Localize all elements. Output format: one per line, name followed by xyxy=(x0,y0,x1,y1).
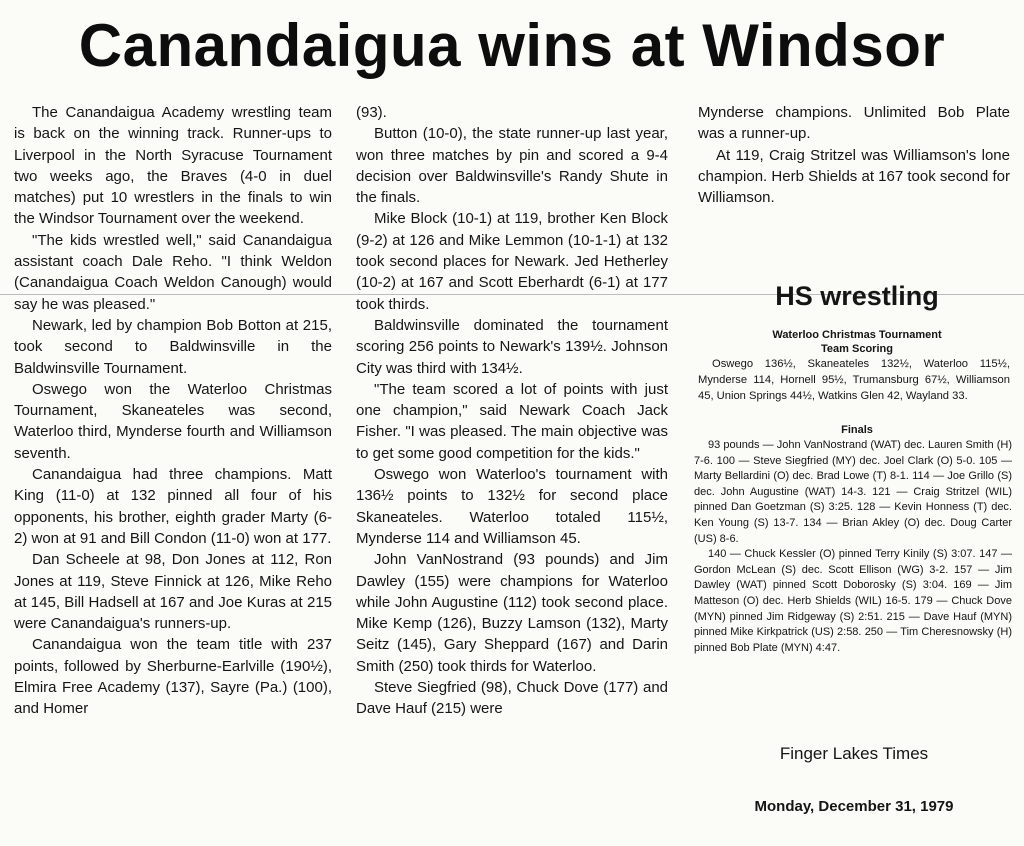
article-column-2 xyxy=(356,102,668,720)
team-scoring: Oswego 136½, Skaneateles 132½, Waterloo 115½, Mynderse 114, Hornell 95½, Trumansburg 67½, Williamson 45, Union Springs 44½, Watkins Glen 42, Wayland 33. xyxy=(698,358,1010,402)
headline: Canandaigua wins at Windsor xyxy=(78,12,946,79)
paragraph: "The kids wrestled well," said Canandaigua assistant coach Dale Reho. "I think Weldon (Canandaigua Coach Weldon Canough) would say he was pleased." xyxy=(14,231,332,313)
paragraph: Dan Scheele at 98, Don Jones at 112, Ron Jones at 119, Steve Finnick at 126, Mike Reho at 145, Bill Hadsell at 167 and Joe Kuras at 215 were Canandaigua's runners-up. xyxy=(14,551,332,633)
finals-heading: Finals xyxy=(841,424,873,436)
article-column-3 xyxy=(698,102,1010,208)
team-scoring-heading: Team Scoring xyxy=(821,343,893,355)
paragraph: Baldwinsville dominated the tournament scoring 256 points to Newark's 139½. Johnson City was third with 134½. xyxy=(356,316,668,377)
paragraph: Canandaigua won the team title with 237 points, followed by Sherburne-Earlville (190½), Elmira Free Academy (137), Sayre (Pa.) (100), and Homer xyxy=(14,636,332,718)
newspaper-name: Finger Lakes Times xyxy=(779,744,929,763)
paragraph: Mynderse champions. Unlimited Bob Plate was a runner-up. xyxy=(698,104,1010,143)
paragraph: "The team scored a lot of points with just one champion," said Newark Coach Jack Fisher. "I was pleased. The main objective was to get some good competition for the kids." xyxy=(356,380,668,462)
paragraph: Canandaigua had three champions. Matt King (11-0) at 132 pinned all four of his opponents, his brother, eighth grader Marty (6-2) won at 91 and Bill Condon (11-0) won at 177. xyxy=(14,466,332,547)
paragraph: (93). xyxy=(356,104,387,121)
finals-paragraph: 140 — Chuck Kessler (O) pinned Terry Kinily (S) 3:07. 147 — Gordon McLean (S) dec. Scott Ellison (WG) 3-2. 157 — Jim Dawley (WAT) pinned Scott Doborosky (S) 3:04. 169 — Jim Matteson (O) dec. Herb Shields (WIL) 16-5. 179 — Chuck Dove (MYN) pinned Jim Ridgeway (S) 2:51. 215 — Dave Hauf (MYN) pinned Mike Kirkpatrick (US) 2:58. 250 — Tim Cheresnowsky (H) pinned Bob Plate (MYN) 4:47. xyxy=(694,548,1012,654)
paragraph: Oswego won the Waterloo Christmas Tournament, Skaneateles was second, Waterloo third, Mynderse fourth and Williamson seventh. xyxy=(14,380,332,462)
publication-date: Monday, December 31, 1979 xyxy=(754,798,954,815)
article-column-1 xyxy=(14,102,332,720)
finals-results xyxy=(694,438,1012,656)
paragraph: Mike Block (10-1) at 119, brother Ken Block (9-2) at 126 and Mike Lemmon (10-1-1) at 132 took second places for Newark. Jed Hetherley (10-2) at 167 and Scott Eberhardt (6-1) at 177 took thirds. xyxy=(356,210,668,313)
paragraph: Button (10-0), the state runner-up last year, won three matches by pin and scored a 9-4 decision over Baldwinsville's Randy Shute in the finals. xyxy=(356,125,668,207)
paragraph: Newark, led by champion Bob Botton at 215, took second to Baldwinsville in the Baldwinsville Tournament. xyxy=(14,316,332,377)
finals-paragraph: 93 pounds — John VanNostrand (WAT) dec. Lauren Smith (H) 7-6. 100 — Steve Siegfried (MY) dec. Joel Clark (O) 5-0. 105 — Marty Bellardini (O) dec. Brad Lowe (T) 8-1. 114 — Joe Grillo (S) dec. John Augustine (WAT) 14-3. 121 — Craig Stritzel (WIL) pinned Dan Goetzman (S) 3:25. 128 — Kevin Honness (T) dec. Ken Young (S) 13-7. 134 — Brian Akley (O) dec. Doug Carter (US) 8-6. xyxy=(694,439,1012,545)
tournament-heading: Waterloo Christmas Tournament xyxy=(772,329,942,341)
paragraph: Oswego won Waterloo's tournament with 136½ points to 132½ for second place Skaneateles. Waterloo totaled 115½, Mynderse 114 and Williamson 45. xyxy=(356,466,668,547)
paragraph: Steve Siegfried (98), Chuck Dove (177) and Dave Hauf (215) were xyxy=(356,679,668,718)
results-title: HS wrestling xyxy=(775,281,939,311)
paragraph: The Canandaigua Academy wrestling team is back on the winning track. Runner-ups to Liverpool in the North Syracuse Tournament two weeks ago, the Braves (4-0 in duel matches) put 10 wrestlers in the finals to win the Windsor Tournament over the weekend. xyxy=(14,104,332,228)
paragraph: John VanNostrand (93 pounds) and Jim Dawley (155) were champions for Waterloo while John Augustine (112) took second place. Mike Kemp (126), Buzzy Lamson (132), Marty Seitz (145), Gary Sheppard (167) and Darin Smith (250) took thirds for Waterloo. xyxy=(356,551,668,675)
paragraph: At 119, Craig Stritzel was Williamson's lone champion. Herb Shields at 167 took second for Williamson. xyxy=(698,146,1010,207)
